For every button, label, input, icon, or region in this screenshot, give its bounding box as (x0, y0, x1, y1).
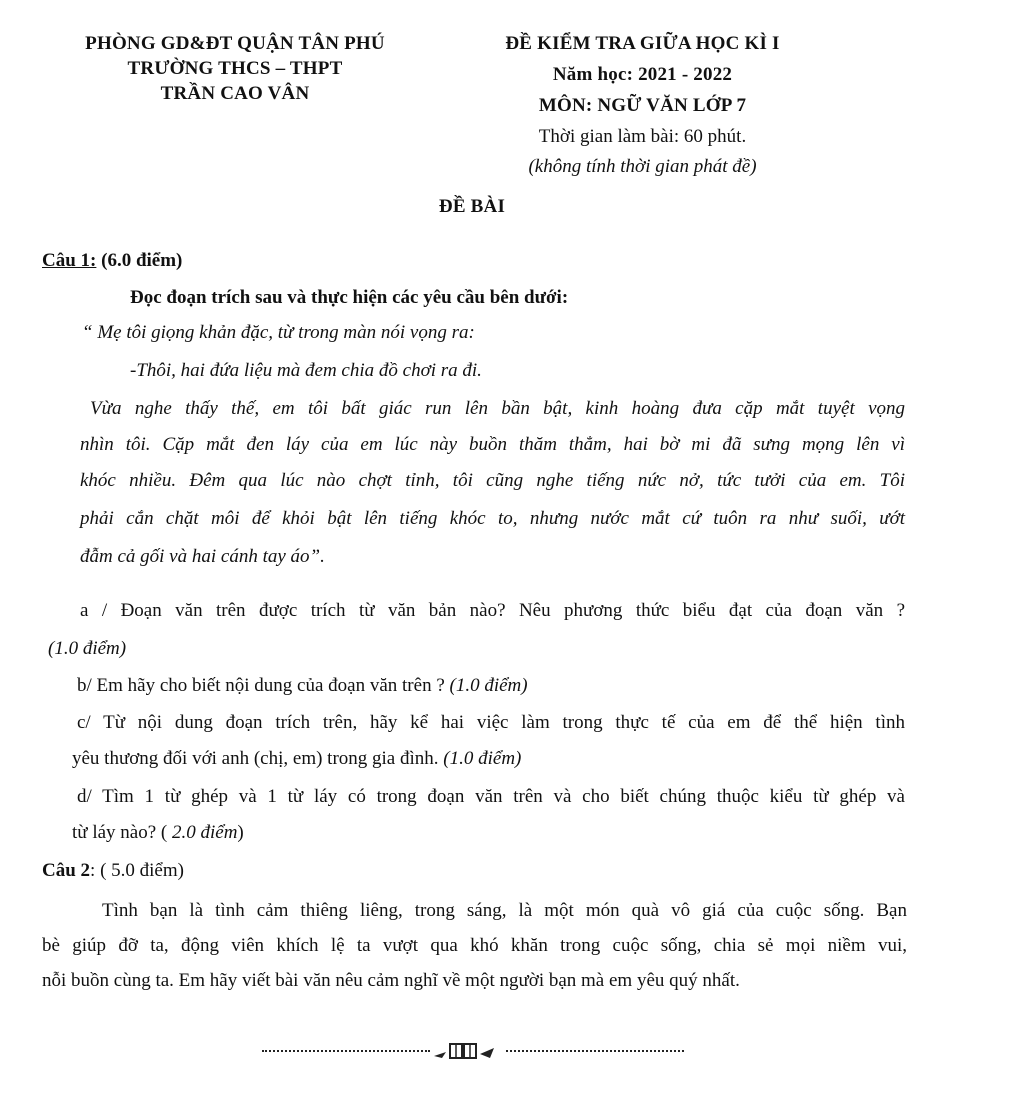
footer-dots-right (506, 1050, 684, 1052)
passage-line: đẫm cả gối và hai cánh tay áo”. (80, 546, 325, 567)
passage-line: nhìn tôi. Cặp mắt đen láy của em lúc này buồn thăm thẳm, hai bờ mi đã sưng mọng lên vì (80, 434, 905, 455)
question-2-points: : ( 5.0 điểm) (90, 860, 184, 881)
question-1d-close: ) (237, 822, 244, 843)
exam-time: Thời gian làm bài: 60 phút. (538, 126, 747, 147)
question-1d-line1: d/ Tìm 1 từ ghép và 1 từ láy có trong đoạn văn trên và cho biết chúng thuộc kiểu từ ghép và (77, 786, 905, 807)
question-1a-points: (1.0 điểm) (48, 638, 127, 659)
footer-ornament (262, 1040, 684, 1062)
question-2-label: Câu 2 (42, 860, 91, 881)
passage-line: “ Mẹ tôi giọng khản đặc, từ trong màn nói vọng ra: (82, 322, 475, 343)
question-1b-text: b/ Em hãy cho biết nội dung của đoạn văn trên ? (77, 675, 450, 696)
subject: MÔN: NGỮ VĂN LỚP 7 (538, 95, 747, 116)
passage-line: Vừa nghe thấy thế, em tôi bất giác run lên bần bật, kinh hoàng đưa cặp mắt tuyệt vọng (90, 398, 905, 419)
question-1d-points: 2.0 điểm (171, 822, 238, 843)
school-year: Năm học: 2021 - 2022 (552, 64, 733, 85)
question-1c-line2 (72, 748, 521, 770)
question-1a: a / Đoạn văn trên được trích từ văn bản nào? Nêu phương thức biểu đạt của đoạn văn ? (80, 600, 905, 621)
section-title: ĐỀ BÀI (438, 196, 506, 217)
question-1d-text: từ láy nào? ( (72, 822, 172, 843)
question-1c-text: yêu thương đối với anh (chị, em) trong gia đình. (72, 748, 444, 769)
question-2-line: Tình bạn là tình cảm thiêng liêng, trong sáng, là một món quà vô giá của cuộc sống. Bạn (102, 900, 907, 921)
book-ornament-icon (432, 1040, 504, 1062)
passage-line: -Thôi, hai đứa liệu mà đem chia đồ chơi ra đi. (130, 360, 482, 381)
question-1b-points: (1.0 điểm) (449, 675, 528, 696)
question-2-line: nỗi buồn cùng ta. Em hãy viết bài văn nêu cảm nghĩ về một người bạn mà em yêu quý nhất. (42, 970, 740, 991)
passage-line: phải cắn chặt môi để khỏi bật lên tiếng khóc to, nhưng nước mắt cứ tuôn ra như suối, ướt (80, 508, 905, 529)
school-name-line2: TRẦN CAO VÂN (160, 83, 310, 104)
question-1-instruction: Đọc đoạn trích sau và thực hiện các yêu cầu bên dưới: (130, 287, 569, 308)
question-1d-line2 (72, 822, 244, 844)
footer-dots-left (262, 1050, 430, 1052)
question-1b (77, 675, 528, 697)
question-1c-line1: c/ Từ nội dung đoạn trích trên, hãy kể hai việc làm trong thực tế của em để thể hiện tình (77, 712, 905, 733)
exam-title: ĐỀ KIỂM TRA GIỮA HỌC KÌ I (505, 33, 780, 54)
question-1-points: (6.0 điểm) (96, 250, 183, 271)
exam-time-note: (không tính thời gian phát đề) (528, 156, 757, 177)
school-name-line1: TRƯỜNG THCS – THPT (127, 58, 343, 79)
question-1-heading (42, 250, 182, 272)
question-2-heading (42, 860, 184, 882)
passage-line: khóc nhiều. Đêm qua lúc nào chợt tỉnh, tôi cũng nghe tiếng nức nở, tức tưởi của em. Tôi (80, 470, 905, 491)
question-2-line: bè giúp đỡ ta, động viên khích lệ ta vượt qua khó khăn trong cuộc sống, chia sẻ mọi niềm vui, (42, 935, 907, 956)
school-dept: PHÒNG GD&ĐT QUẬN TÂN PHÚ (85, 33, 385, 54)
question-1-label: Câu 1: (42, 250, 97, 271)
question-1c-points: (1.0 điểm) (443, 748, 522, 769)
